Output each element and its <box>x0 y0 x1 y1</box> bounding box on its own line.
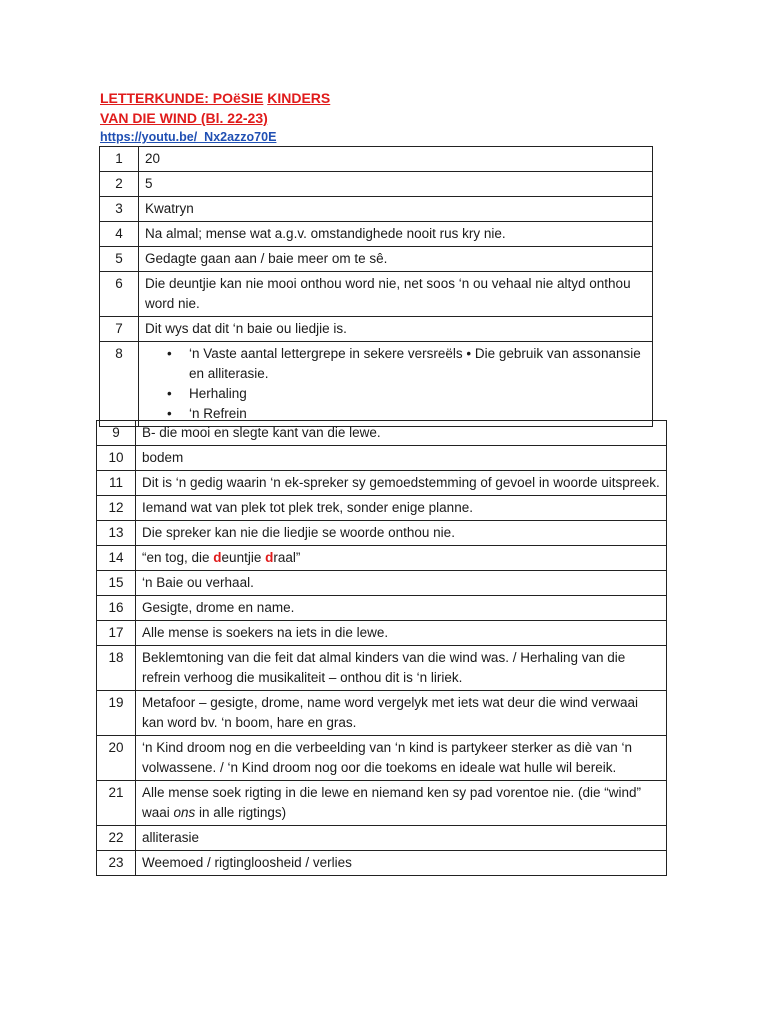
table-row <box>100 147 653 172</box>
row-number: 7 <box>100 317 139 342</box>
row-answer: bodem <box>136 446 667 471</box>
row-answer <box>136 781 667 826</box>
title-poem-word: KINDERS <box>267 90 331 106</box>
emphasis-text: ons <box>173 805 196 820</box>
answer-text: in alle rigtings) <box>195 805 287 820</box>
bullet-item: • Herhaling <box>189 384 646 404</box>
answer-text: Alle mense soek rigting in die lewe en niemand ken sy pad vorentoe nie. (die “wind” waai <box>142 785 642 820</box>
row-number: 18 <box>97 646 136 691</box>
row-answer: 5 <box>139 172 653 197</box>
row-answer: Weemoed / rigtingloosheid / verlies <box>136 851 667 876</box>
bullet-list <box>145 344 646 424</box>
row-answer: Dit is ‘n gedig waarin ‘n ek-spreker sy gemoedstemming of gevoel in woorde uitspreek. <box>136 471 667 496</box>
table-row <box>97 471 667 496</box>
quote-text: “en tog, die <box>142 550 214 565</box>
row-answer: Gedagte gaan aan / baie meer om te sê. <box>139 247 653 272</box>
row-number: 10 <box>97 446 136 471</box>
alliteration-letter: d <box>213 550 222 565</box>
row-answer <box>139 342 653 427</box>
row-answer: Beklemtoning van die feit dat almal kinders van die wind was. / Herhaling van die refrein verhoog die musikaliteit – onthou dit is ‘n liriek. <box>136 646 667 691</box>
row-answer: Na almal; mense wat a.g.v. omstandighede nooit rus kry nie. <box>139 222 653 247</box>
row-answer: Metafoor – gesigte, drome, name word vergelyk met iets wat deur die wind verwaai kan word bv. ‘n boom, hare en gras. <box>136 691 667 736</box>
row-answer: 20 <box>139 147 653 172</box>
table-row <box>97 736 667 781</box>
document-header <box>100 88 330 146</box>
row-answer: ‘n Baie ou verhaal. <box>136 571 667 596</box>
row-number: 2 <box>100 172 139 197</box>
row-answer: Die deuntjie kan nie mooi onthou word nie, net soos ‘n ou vehaal nie altyd onthou word nie. <box>139 272 653 317</box>
row-number: 1 <box>100 147 139 172</box>
table-row <box>97 646 667 691</box>
table-row <box>97 571 667 596</box>
answers-table-2 <box>96 420 667 876</box>
row-answer: Alle mense is soekers na iets in die lewe. <box>136 621 667 646</box>
row-number: 8 <box>100 342 139 427</box>
row-number: 17 <box>97 621 136 646</box>
row-number: 4 <box>100 222 139 247</box>
table-row <box>100 272 653 317</box>
table-row <box>97 496 667 521</box>
row-answer: Kwatryn <box>139 197 653 222</box>
table-row <box>97 851 667 876</box>
table-row <box>97 621 667 646</box>
quote-text: euntjie <box>221 550 266 565</box>
title-line-1 <box>100 88 330 108</box>
table-row <box>100 342 653 427</box>
title-line-2: VAN DIE WIND (Bl. 22-23) <box>100 110 268 126</box>
row-answer <box>136 546 667 571</box>
table-row <box>100 172 653 197</box>
row-answer: ‘n Kind droom nog en die verbeelding van ‘n kind is partykeer sterker as diè van ‘n volwassene. / ‘n Kind droom nog oor die toekoms en ideale wat hulle wil bereik. <box>136 736 667 781</box>
bullet-item: • ‘n Refrein <box>189 404 646 424</box>
table-row <box>97 421 667 446</box>
table-row <box>100 197 653 222</box>
row-number: 13 <box>97 521 136 546</box>
row-number: 15 <box>97 571 136 596</box>
bullet-item: • ‘n Vaste aantal lettergrepe in sekere versreëls • Die gebruik van assonansie en alliterasie. <box>189 344 646 384</box>
row-number: 12 <box>97 496 136 521</box>
quote-text: raal” <box>273 550 301 565</box>
table-row <box>100 222 653 247</box>
row-number: 9 <box>97 421 136 446</box>
table-row <box>97 446 667 471</box>
title-subject: LETTERKUNDE: POëSIE <box>100 90 264 106</box>
youtube-link[interactable]: https://youtu.be/_Nx2azzo70E <box>100 130 277 144</box>
row-number: 14 <box>97 546 136 571</box>
table-row <box>97 546 667 571</box>
answers-table-1 <box>99 146 653 427</box>
row-number: 11 <box>97 471 136 496</box>
row-number: 23 <box>97 851 136 876</box>
row-answer: Gesigte, drome en name. <box>136 596 667 621</box>
table-row <box>97 781 667 826</box>
row-number: 6 <box>100 272 139 317</box>
row-answer: B- die mooi en slegte kant van die lewe. <box>136 421 667 446</box>
table-row <box>100 317 653 342</box>
row-answer: alliterasie <box>136 826 667 851</box>
row-number: 16 <box>97 596 136 621</box>
row-number: 3 <box>100 197 139 222</box>
table-row <box>100 247 653 272</box>
table-row <box>97 596 667 621</box>
row-number: 20 <box>97 736 136 781</box>
row-answer: Iemand wat van plek tot plek trek, sonder enige planne. <box>136 496 667 521</box>
row-answer: Die spreker kan nie die liedjie se woorde onthou nie. <box>136 521 667 546</box>
table-row <box>97 521 667 546</box>
row-answer: Dit wys dat dit ‘n baie ou liedjie is. <box>139 317 653 342</box>
table-row <box>97 826 667 851</box>
row-number: 5 <box>100 247 139 272</box>
table-row <box>97 691 667 736</box>
row-number: 22 <box>97 826 136 851</box>
row-number: 19 <box>97 691 136 736</box>
alliteration-letter: d <box>265 550 274 565</box>
row-number: 21 <box>97 781 136 826</box>
